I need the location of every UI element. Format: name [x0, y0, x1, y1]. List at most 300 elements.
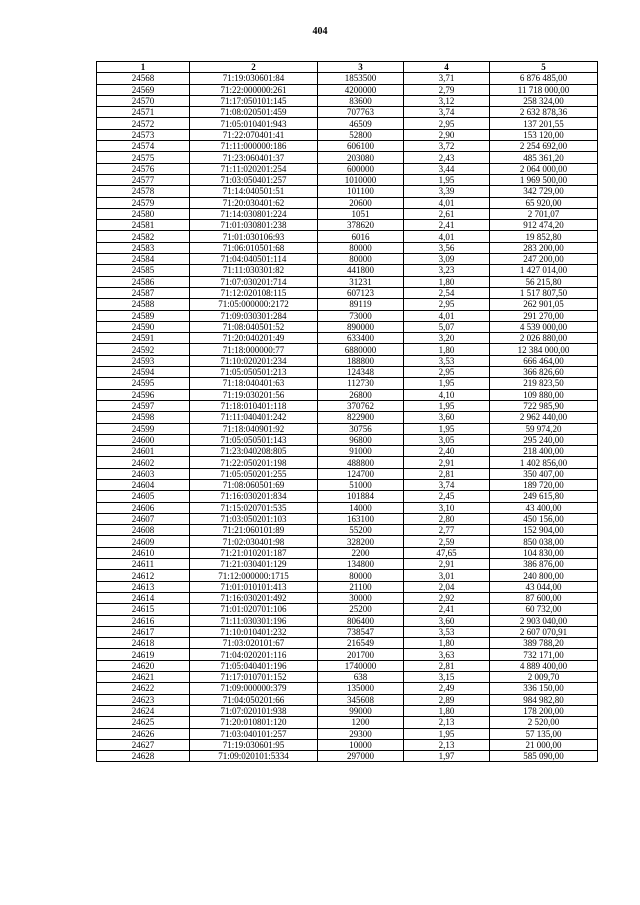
- value-cell: 984 982,80: [490, 694, 598, 705]
- cadastral-number-cell: 71:18:000000:77: [190, 344, 318, 355]
- cadastral-number-cell: 71:07:020101:938: [190, 705, 318, 716]
- cadastral-number-cell: 71:05:050501:213: [190, 367, 318, 378]
- value-cell: 342 729,00: [490, 186, 598, 197]
- rate-cell: 3,05: [404, 434, 490, 445]
- row-number-cell: 24598: [97, 412, 190, 423]
- table-row: [97, 739, 598, 750]
- rate-cell: 5,07: [404, 321, 490, 332]
- area-cell: 488800: [318, 457, 404, 468]
- row-number-cell: 24603: [97, 468, 190, 479]
- cadastral-number-cell: 71:17:010701:152: [190, 672, 318, 683]
- area-cell: 80000: [318, 570, 404, 581]
- row-number-cell: 24597: [97, 400, 190, 411]
- rate-cell: 1,80: [404, 344, 490, 355]
- row-number-cell: 24585: [97, 265, 190, 276]
- value-cell: 21 000,00: [490, 739, 598, 750]
- value-cell: 56 215,80: [490, 276, 598, 287]
- table-row: [97, 107, 598, 118]
- value-cell: 2 026 880,00: [490, 333, 598, 344]
- cadastral-number-cell: 71:11:000000:186: [190, 141, 318, 152]
- area-cell: 101884: [318, 491, 404, 502]
- cadastral-number-cell: 71:21:030401:129: [190, 559, 318, 570]
- value-cell: 4 539 000,00: [490, 321, 598, 332]
- area-cell: 51000: [318, 479, 404, 490]
- area-cell: 822900: [318, 412, 404, 423]
- area-cell: 378620: [318, 220, 404, 231]
- table-row: [97, 344, 598, 355]
- area-cell: 73000: [318, 310, 404, 321]
- cadastral-number-cell: 71:01:030801:238: [190, 220, 318, 231]
- area-cell: 370762: [318, 400, 404, 411]
- area-cell: 638: [318, 672, 404, 683]
- row-number-cell: 24621: [97, 672, 190, 683]
- rate-cell: 3,23: [404, 265, 490, 276]
- table-row: [97, 84, 598, 95]
- row-number-cell: 24588: [97, 299, 190, 310]
- table-row: [97, 717, 598, 728]
- value-cell: 2 254 692,00: [490, 141, 598, 152]
- column-header-1: 1: [97, 62, 190, 73]
- rate-cell: 2,49: [404, 683, 490, 694]
- value-cell: 109 880,00: [490, 389, 598, 400]
- rate-cell: 2,04: [404, 581, 490, 592]
- cadastral-number-cell: 71:08:040501:52: [190, 321, 318, 332]
- rate-cell: 2,89: [404, 694, 490, 705]
- area-cell: 441800: [318, 265, 404, 276]
- cadastral-number-cell: 71:07:030201:714: [190, 276, 318, 287]
- row-number-cell: 24599: [97, 423, 190, 434]
- table-row: [97, 333, 598, 344]
- cadastral-number-cell: 71:20:030401:62: [190, 197, 318, 208]
- area-cell: 2200: [318, 547, 404, 558]
- cadastral-number-cell: 71:05:010401:943: [190, 118, 318, 129]
- rate-cell: 1,95: [404, 423, 490, 434]
- rate-cell: 1,80: [404, 276, 490, 287]
- area-cell: 328200: [318, 536, 404, 547]
- cadastral-number-cell: 71:05:000000:2172: [190, 299, 318, 310]
- value-cell: 2 009,70: [490, 672, 598, 683]
- value-cell: 2 701,07: [490, 208, 598, 219]
- rate-cell: 3,56: [404, 242, 490, 253]
- row-number-cell: 24576: [97, 163, 190, 174]
- cadastral-number-cell: 71:21:010201:187: [190, 547, 318, 558]
- table-row: [97, 728, 598, 739]
- table-row: [97, 649, 598, 660]
- rate-cell: 3,09: [404, 254, 490, 265]
- table-row: [97, 581, 598, 592]
- area-cell: 80000: [318, 254, 404, 265]
- value-cell: 87 600,00: [490, 592, 598, 603]
- rate-cell: 2,91: [404, 457, 490, 468]
- cadastral-number-cell: 71:16:030201:492: [190, 592, 318, 603]
- area-cell: 6016: [318, 231, 404, 242]
- row-number-cell: 24594: [97, 367, 190, 378]
- area-cell: 91000: [318, 446, 404, 457]
- row-number-cell: 24617: [97, 626, 190, 637]
- area-cell: 203080: [318, 152, 404, 163]
- area-cell: 80000: [318, 242, 404, 253]
- cadastral-number-cell: 71:20:010801:120: [190, 717, 318, 728]
- value-cell: 137 201,55: [490, 118, 598, 129]
- rate-cell: 3,44: [404, 163, 490, 174]
- rate-cell: 2,81: [404, 660, 490, 671]
- rate-cell: 2,95: [404, 299, 490, 310]
- rate-cell: 2,95: [404, 118, 490, 129]
- table-row: [97, 400, 598, 411]
- row-number-cell: 24593: [97, 355, 190, 366]
- value-cell: 218 400,00: [490, 446, 598, 457]
- cadastral-number-cell: 71:01:010101:413: [190, 581, 318, 592]
- rate-cell: 2,40: [404, 446, 490, 457]
- table-row: [97, 355, 598, 366]
- table-row: [97, 559, 598, 570]
- row-number-cell: 24611: [97, 559, 190, 570]
- area-cell: 26800: [318, 389, 404, 400]
- row-number-cell: 24627: [97, 739, 190, 750]
- column-header-2: 2: [190, 62, 318, 73]
- rate-cell: 2,95: [404, 367, 490, 378]
- value-cell: 2 064 000,00: [490, 163, 598, 174]
- page-number: 404: [312, 26, 328, 37]
- value-cell: 240 800,00: [490, 570, 598, 581]
- table-row: [97, 502, 598, 513]
- table-row: [97, 367, 598, 378]
- cadastral-number-cell: 71:05:040401:196: [190, 660, 318, 671]
- value-cell: 485 361,20: [490, 152, 598, 163]
- rate-cell: 2,59: [404, 536, 490, 547]
- table-row: [97, 615, 598, 626]
- rate-cell: 2,54: [404, 287, 490, 298]
- table-row: [97, 129, 598, 140]
- table-row: [97, 468, 598, 479]
- table-row: [97, 638, 598, 649]
- row-number-cell: 24624: [97, 705, 190, 716]
- cadastral-number-cell: 71:08:060501:69: [190, 479, 318, 490]
- row-number-cell: 24573: [97, 129, 190, 140]
- row-number-cell: 24583: [97, 242, 190, 253]
- row-number-cell: 24584: [97, 254, 190, 265]
- value-cell: 2 607 070,91: [490, 626, 598, 637]
- area-cell: 21100: [318, 581, 404, 592]
- rate-cell: 3,01: [404, 570, 490, 581]
- table-header-row: [97, 62, 598, 73]
- table-row: [97, 208, 598, 219]
- rate-cell: 4,01: [404, 310, 490, 321]
- cadastral-number-cell: 71:11:030301:82: [190, 265, 318, 276]
- table-row: [97, 570, 598, 581]
- column-header-4: 4: [404, 62, 490, 73]
- row-number-cell: 24587: [97, 287, 190, 298]
- row-number-cell: 24582: [97, 231, 190, 242]
- area-cell: 30756: [318, 423, 404, 434]
- row-number-cell: 24616: [97, 615, 190, 626]
- rate-cell: 3,15: [404, 672, 490, 683]
- table-row: [97, 536, 598, 547]
- row-number-cell: 24568: [97, 73, 190, 84]
- rate-cell: 3,12: [404, 95, 490, 106]
- row-number-cell: 24578: [97, 186, 190, 197]
- table-row: [97, 141, 598, 152]
- table-row: [97, 242, 598, 253]
- cadastral-number-cell: 71:09:000000:379: [190, 683, 318, 694]
- area-cell: 1740000: [318, 660, 404, 671]
- table-row: [97, 479, 598, 490]
- value-cell: 60 732,00: [490, 604, 598, 615]
- row-number-cell: 24606: [97, 502, 190, 513]
- area-cell: 890000: [318, 321, 404, 332]
- row-number-cell: 24628: [97, 751, 190, 762]
- area-cell: 163100: [318, 513, 404, 524]
- cadastral-number-cell: 71:12:000000:1715: [190, 570, 318, 581]
- table-row: [97, 186, 598, 197]
- table-row: [97, 197, 598, 208]
- row-number-cell: 24570: [97, 95, 190, 106]
- area-cell: 89119: [318, 299, 404, 310]
- rate-cell: 4,01: [404, 197, 490, 208]
- area-cell: 1010000: [318, 174, 404, 185]
- value-cell: 178 200,00: [490, 705, 598, 716]
- area-cell: 707763: [318, 107, 404, 118]
- rate-cell: 3,10: [404, 502, 490, 513]
- area-cell: 297000: [318, 751, 404, 762]
- cadastral-number-cell: 71:02:030401:98: [190, 536, 318, 547]
- table-row: [97, 457, 598, 468]
- column-header-5: 5: [490, 62, 598, 73]
- row-number-cell: 24572: [97, 118, 190, 129]
- value-cell: 2 520,00: [490, 717, 598, 728]
- cadastral-number-cell: 71:04:050201:66: [190, 694, 318, 705]
- rate-cell: 1,95: [404, 378, 490, 389]
- row-number-cell: 24612: [97, 570, 190, 581]
- cadastral-number-cell: 71:22:000000:261: [190, 84, 318, 95]
- row-number-cell: 24592: [97, 344, 190, 355]
- value-cell: 2 962 440,00: [490, 412, 598, 423]
- rate-cell: 3,60: [404, 412, 490, 423]
- value-cell: 219 823,50: [490, 378, 598, 389]
- value-cell: 189 720,00: [490, 479, 598, 490]
- value-cell: 291 270,00: [490, 310, 598, 321]
- value-cell: 6 876 485,00: [490, 73, 598, 84]
- area-cell: 1200: [318, 717, 404, 728]
- cadastral-number-cell: 71:11:040401:242: [190, 412, 318, 423]
- area-cell: 134800: [318, 559, 404, 570]
- cadastral-number-cell: 71:03:020101:67: [190, 638, 318, 649]
- area-cell: 633400: [318, 333, 404, 344]
- row-number-cell: 24569: [97, 84, 190, 95]
- cadastral-number-cell: 71:18:010401:118: [190, 400, 318, 411]
- rate-cell: 2,90: [404, 129, 490, 140]
- rate-cell: 1,80: [404, 705, 490, 716]
- cadastral-number-cell: 71:08:020501:459: [190, 107, 318, 118]
- row-number-cell: 24574: [97, 141, 190, 152]
- area-cell: 31231: [318, 276, 404, 287]
- table-row: [97, 152, 598, 163]
- row-number-cell: 24601: [97, 446, 190, 457]
- cadastral-number-cell: 71:15:020701:535: [190, 502, 318, 513]
- table-row: [97, 378, 598, 389]
- cadastral-number-cell: 71:23:060401:37: [190, 152, 318, 163]
- table-row: [97, 321, 598, 332]
- cadastral-number-cell: 71:01:030106:93: [190, 231, 318, 242]
- area-cell: 29300: [318, 728, 404, 739]
- cadastral-number-cell: 71:22:070401:41: [190, 129, 318, 140]
- value-cell: 2 903 040,00: [490, 615, 598, 626]
- cadastral-number-cell: 71:05:050501:143: [190, 434, 318, 445]
- rate-cell: 2,13: [404, 717, 490, 728]
- row-number-cell: 24581: [97, 220, 190, 231]
- table-row: [97, 660, 598, 671]
- table-row: [97, 310, 598, 321]
- area-cell: 345608: [318, 694, 404, 705]
- rate-cell: 2,81: [404, 468, 490, 479]
- rate-cell: 3,74: [404, 107, 490, 118]
- value-cell: 152 904,00: [490, 525, 598, 536]
- rate-cell: 2,91: [404, 559, 490, 570]
- row-number-cell: 24589: [97, 310, 190, 321]
- area-cell: 188800: [318, 355, 404, 366]
- value-cell: 4 889 400,00: [490, 660, 598, 671]
- area-cell: 83600: [318, 95, 404, 106]
- area-cell: 135000: [318, 683, 404, 694]
- value-cell: 732 171,00: [490, 649, 598, 660]
- row-number-cell: 24586: [97, 276, 190, 287]
- rate-cell: 47,65: [404, 547, 490, 558]
- cadastral-number-cell: 71:04:040501:114: [190, 254, 318, 265]
- area-cell: 46509: [318, 118, 404, 129]
- rate-cell: 1,80: [404, 638, 490, 649]
- rate-cell: 1,97: [404, 751, 490, 762]
- table-row: [97, 446, 598, 457]
- table-row: [97, 513, 598, 524]
- row-number-cell: 24596: [97, 389, 190, 400]
- value-cell: 366 826,60: [490, 367, 598, 378]
- cadastral-number-cell: 71:14:040501:51: [190, 186, 318, 197]
- table-row: [97, 434, 598, 445]
- rate-cell: 1,95: [404, 400, 490, 411]
- cadastral-number-cell: 71:21:060101:89: [190, 525, 318, 536]
- value-cell: 336 150,00: [490, 683, 598, 694]
- cadastral-number-cell: 71:20:040201:49: [190, 333, 318, 344]
- area-cell: 4200000: [318, 84, 404, 95]
- area-cell: 30000: [318, 592, 404, 603]
- cadastral-number-cell: 71:03:050401:257: [190, 174, 318, 185]
- rate-cell: 3,71: [404, 73, 490, 84]
- table-row: [97, 299, 598, 310]
- table-row: [97, 163, 598, 174]
- cadastral-number-cell: 71:05:050201:255: [190, 468, 318, 479]
- cadastral-number-cell: 71:19:030601:84: [190, 73, 318, 84]
- rate-cell: 4,01: [404, 231, 490, 242]
- table-row: [97, 751, 598, 762]
- area-cell: 738547: [318, 626, 404, 637]
- value-cell: 389 788,20: [490, 638, 598, 649]
- rate-cell: 2,61: [404, 208, 490, 219]
- area-cell: 216549: [318, 638, 404, 649]
- rate-cell: 2,41: [404, 604, 490, 615]
- table-row: [97, 254, 598, 265]
- table-row: [97, 265, 598, 276]
- rate-cell: 3,20: [404, 333, 490, 344]
- value-cell: 666 464,00: [490, 355, 598, 366]
- value-cell: 19 852,80: [490, 231, 598, 242]
- value-cell: 1 517 807,50: [490, 287, 598, 298]
- table-row: [97, 412, 598, 423]
- area-cell: 25200: [318, 604, 404, 615]
- table-row: [97, 683, 598, 694]
- row-number-cell: 24620: [97, 660, 190, 671]
- row-number-cell: 24618: [97, 638, 190, 649]
- row-number-cell: 24575: [97, 152, 190, 163]
- cadastral-number-cell: 71:10:010401:232: [190, 626, 318, 637]
- cadastral-number-cell: 71:12:020108:115: [190, 287, 318, 298]
- rate-cell: 1,95: [404, 174, 490, 185]
- value-cell: 1 427 014,00: [490, 265, 598, 276]
- rate-cell: 3,60: [404, 615, 490, 626]
- cadastral-number-cell: 71:18:040901:92: [190, 423, 318, 434]
- area-cell: 201700: [318, 649, 404, 660]
- value-cell: 247 200,00: [490, 254, 598, 265]
- table-row: [97, 705, 598, 716]
- cadastral-number-cell: 71:16:030201:834: [190, 491, 318, 502]
- cadastral-number-cell: 71:11:020201:254: [190, 163, 318, 174]
- row-number-cell: 24577: [97, 174, 190, 185]
- area-cell: 600000: [318, 163, 404, 174]
- table-row: [97, 694, 598, 705]
- row-number-cell: 24580: [97, 208, 190, 219]
- column-header-3: 3: [318, 62, 404, 73]
- cadastral-number-cell: 71:03:050201:103: [190, 513, 318, 524]
- cadastral-number-cell: 71:23:040208:805: [190, 446, 318, 457]
- row-number-cell: 24604: [97, 479, 190, 490]
- cadastral-number-cell: 71:18:040401:63: [190, 378, 318, 389]
- value-cell: 912 474,20: [490, 220, 598, 231]
- area-cell: 124348: [318, 367, 404, 378]
- cadastral-number-cell: 71:03:040101:257: [190, 728, 318, 739]
- row-number-cell: 24623: [97, 694, 190, 705]
- cadastral-number-cell: 71:22:050201:198: [190, 457, 318, 468]
- value-cell: 850 038,00: [490, 536, 598, 547]
- value-cell: 43 044,00: [490, 581, 598, 592]
- row-number-cell: 24602: [97, 457, 190, 468]
- row-number-cell: 24600: [97, 434, 190, 445]
- rate-cell: 2,43: [404, 152, 490, 163]
- row-number-cell: 24571: [97, 107, 190, 118]
- rate-cell: 3,63: [404, 649, 490, 660]
- value-cell: 12 384 000,00: [490, 344, 598, 355]
- value-cell: 11 718 000,00: [490, 84, 598, 95]
- row-number-cell: 24608: [97, 525, 190, 536]
- value-cell: 65 920,00: [490, 197, 598, 208]
- area-cell: 55200: [318, 525, 404, 536]
- row-number-cell: 24626: [97, 728, 190, 739]
- value-cell: 59 974,20: [490, 423, 598, 434]
- area-cell: 806400: [318, 615, 404, 626]
- table-row: [97, 287, 598, 298]
- table-row: [97, 95, 598, 106]
- value-cell: 104 830,00: [490, 547, 598, 558]
- cadastral-number-cell: 71:14:030801:224: [190, 208, 318, 219]
- value-cell: 43 400,00: [490, 502, 598, 513]
- row-number-cell: 24591: [97, 333, 190, 344]
- area-cell: 20600: [318, 197, 404, 208]
- value-cell: 249 615,80: [490, 491, 598, 502]
- value-cell: 295 240,00: [490, 434, 598, 445]
- row-number-cell: 24609: [97, 536, 190, 547]
- table-row: [97, 276, 598, 287]
- rate-cell: 3,53: [404, 355, 490, 366]
- rate-cell: 1,95: [404, 728, 490, 739]
- row-number-cell: 24607: [97, 513, 190, 524]
